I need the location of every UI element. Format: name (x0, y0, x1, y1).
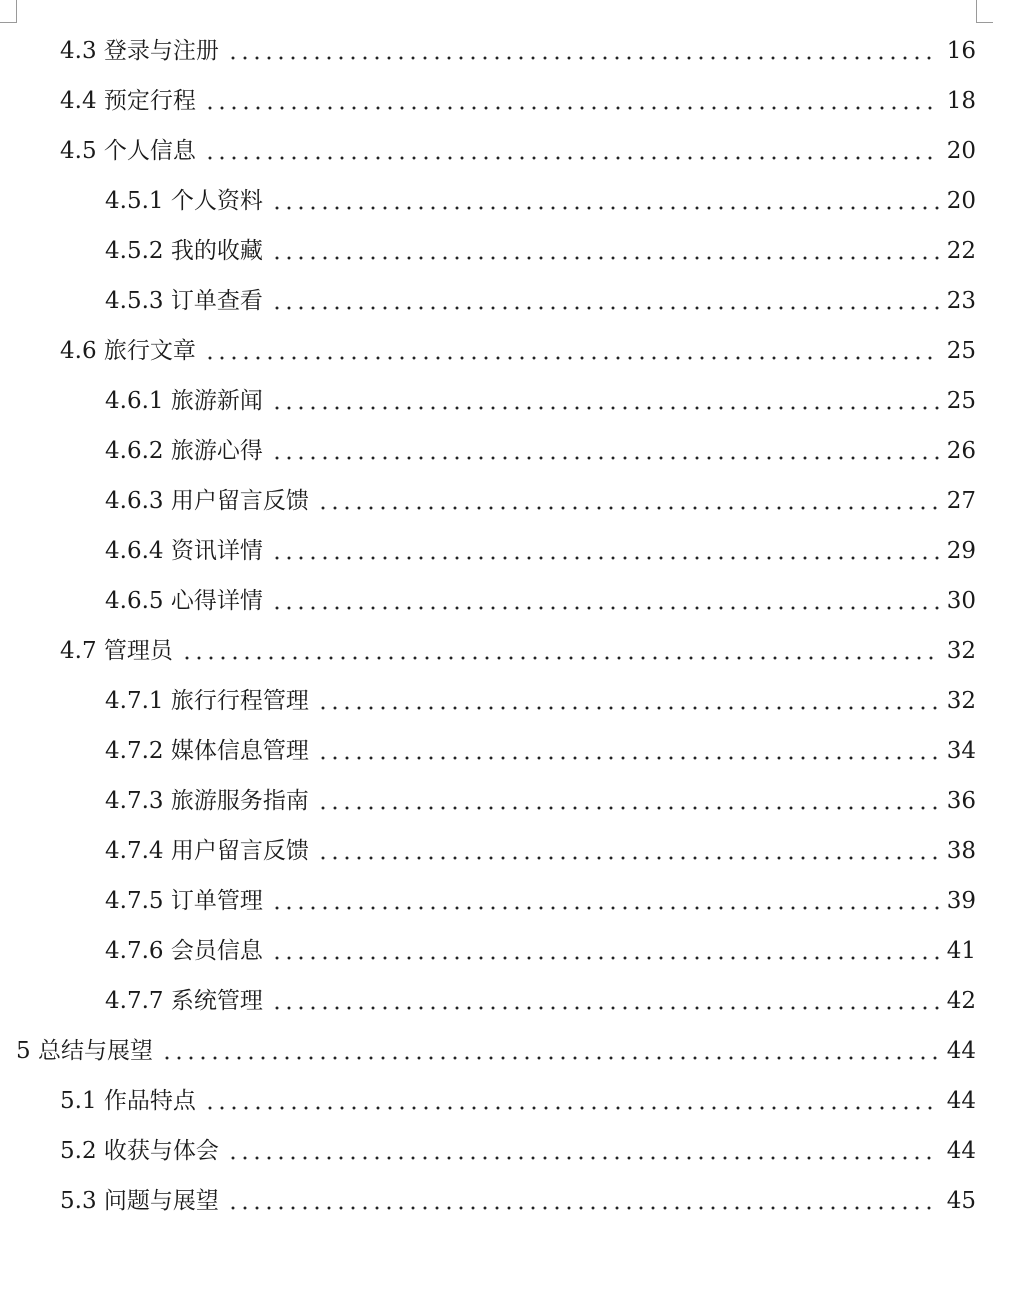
toc-entry[interactable] (0, 726, 1036, 776)
toc-entry[interactable] (0, 276, 1036, 326)
toc-dot-leader (271, 1006, 939, 1010)
toc-entry-title: 4.7.3 旅游服务指南 (105, 787, 309, 814)
toc-entry[interactable] (0, 1176, 1036, 1226)
toc-entry-title: 4.6 旅行文章 (60, 337, 196, 364)
toc-entry-title: 4.7.4 用户留言反馈 (105, 837, 309, 864)
toc-entry-page-number: 30 (946, 587, 976, 614)
toc-entry-page-number: 20 (946, 137, 976, 164)
toc-entry[interactable] (0, 1026, 1036, 1076)
toc-entry[interactable] (0, 676, 1036, 726)
toc-entry-title: 4.5.1 个人资料 (105, 187, 263, 214)
toc-entry[interactable] (0, 826, 1036, 876)
toc-dot-leader (271, 556, 939, 560)
toc-entry-page-number: 42 (946, 987, 976, 1014)
toc-entry-title: 4.5.2 我的收藏 (105, 237, 263, 264)
toc-entry[interactable] (0, 876, 1036, 926)
toc-entry[interactable] (0, 576, 1036, 626)
toc-entry[interactable] (0, 226, 1036, 276)
toc-entry[interactable] (0, 326, 1036, 376)
toc-entry-title: 4.6.2 旅游心得 (105, 437, 263, 464)
toc-entry-page-number: 36 (946, 787, 976, 814)
toc-entry-page-number: 23 (946, 287, 976, 314)
toc-entry[interactable] (0, 1126, 1036, 1176)
toc-entry-page-number: 44 (946, 1087, 976, 1114)
toc-entry-page-number: 38 (946, 837, 976, 864)
toc-entry-page-number: 32 (946, 687, 976, 714)
toc-dot-leader (204, 156, 939, 160)
toc-dot-leader (317, 806, 939, 810)
toc-dot-leader (271, 456, 939, 460)
toc-entry[interactable] (0, 1076, 1036, 1126)
toc-dot-leader (227, 56, 939, 60)
toc-entry-page-number: 16 (946, 37, 976, 64)
toc-entry-page-number: 27 (946, 487, 976, 514)
toc-dot-leader (227, 1206, 939, 1210)
toc-entry-title: 4.7 管理员 (60, 637, 173, 664)
toc-entry[interactable] (0, 426, 1036, 476)
toc-dot-leader (317, 506, 939, 510)
toc-entry-page-number: 25 (946, 337, 976, 364)
toc-dot-leader (317, 856, 939, 860)
toc-entry[interactable] (0, 976, 1036, 1026)
toc-entry-page-number: 44 (946, 1137, 976, 1164)
toc-entry-title: 4.4 预定行程 (60, 87, 196, 114)
toc-dot-leader (181, 656, 939, 660)
toc-entry[interactable] (0, 776, 1036, 826)
table-of-contents (0, 26, 1036, 1226)
toc-entry[interactable] (0, 176, 1036, 226)
toc-entry-title: 4.7.1 旅行行程管理 (105, 687, 309, 714)
toc-entry-page-number: 26 (946, 437, 976, 464)
toc-entry-title: 4.7.2 媒体信息管理 (105, 737, 309, 764)
toc-entry-page-number: 18 (946, 87, 976, 114)
toc-dot-leader (317, 706, 939, 710)
toc-dot-leader (271, 956, 939, 960)
toc-entry[interactable] (0, 76, 1036, 126)
toc-entry[interactable] (0, 626, 1036, 676)
toc-dot-leader (271, 906, 939, 910)
toc-entry-page-number: 34 (946, 737, 976, 764)
toc-dot-leader (204, 356, 939, 360)
toc-entry-page-number: 29 (946, 537, 976, 564)
toc-entry-title: 4.5.3 订单查看 (105, 287, 263, 314)
toc-dot-leader (271, 306, 939, 310)
toc-entry-title: 4.5 个人信息 (60, 137, 196, 164)
toc-dot-leader (204, 1106, 939, 1110)
toc-entry-title: 5.1 作品特点 (60, 1087, 196, 1114)
toc-entry-title: 5.2 收获与体会 (60, 1137, 219, 1164)
toc-dot-leader (161, 1056, 939, 1060)
toc-dot-leader (271, 206, 939, 210)
toc-entry-page-number: 39 (946, 887, 976, 914)
toc-entry-title: 4.6.5 心得详情 (105, 587, 263, 614)
toc-entry-page-number: 44 (946, 1037, 976, 1064)
page-corner-mark-left (0, 0, 17, 23)
toc-entry-page-number: 45 (946, 1187, 976, 1214)
page-corner-mark-right (976, 0, 993, 23)
toc-entry-title: 4.7.5 订单管理 (105, 887, 263, 914)
toc-entry-title: 4.3 登录与注册 (60, 37, 219, 64)
toc-entry-page-number: 41 (946, 937, 976, 964)
toc-entry-title: 4.7.6 会员信息 (105, 937, 263, 964)
toc-entry[interactable] (0, 26, 1036, 76)
toc-entry-page-number: 25 (946, 387, 976, 414)
toc-dot-leader (271, 606, 939, 610)
toc-entry-page-number: 22 (946, 237, 976, 264)
toc-dot-leader (271, 256, 939, 260)
toc-entry-page-number: 20 (946, 187, 976, 214)
toc-entry-title: 5 总结与展望 (16, 1037, 153, 1064)
toc-dot-leader (204, 106, 939, 110)
toc-dot-leader (227, 1156, 939, 1160)
toc-entry[interactable] (0, 926, 1036, 976)
toc-entry-title: 4.6.1 旅游新闻 (105, 387, 263, 414)
toc-entry-title: 5.3 问题与展望 (60, 1187, 219, 1214)
toc-dot-leader (317, 756, 939, 760)
toc-entry[interactable] (0, 376, 1036, 426)
toc-dot-leader (271, 406, 939, 410)
toc-entry[interactable] (0, 476, 1036, 526)
toc-entry[interactable] (0, 526, 1036, 576)
toc-entry-title: 4.7.7 系统管理 (105, 987, 263, 1014)
toc-entry-title: 4.6.4 资讯详情 (105, 537, 263, 564)
toc-entry[interactable] (0, 126, 1036, 176)
toc-entry-page-number: 32 (946, 637, 976, 664)
toc-entry-title: 4.6.3 用户留言反馈 (105, 487, 309, 514)
